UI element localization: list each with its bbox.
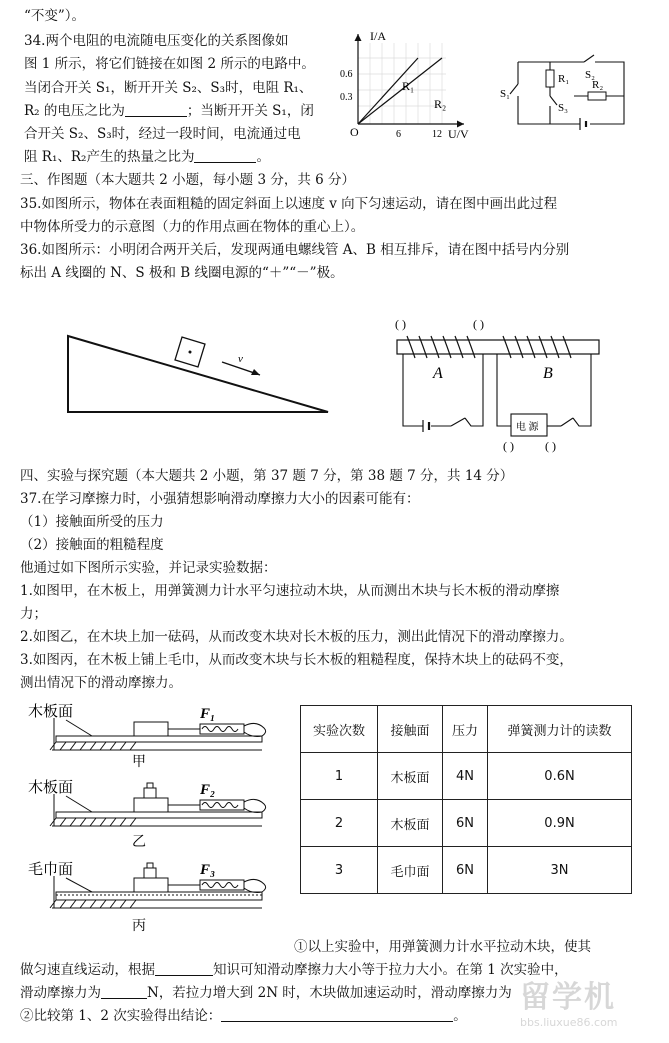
surface-label: 毛巾面 <box>28 862 74 878</box>
table-header-cell: 实验次数 <box>301 706 378 753</box>
text-line <box>24 147 270 167</box>
figure-bing <box>28 861 266 934</box>
table-cell: 6N <box>443 847 488 894</box>
text-line: ①以上实验中，用弹簧测力计水平拉动木块，使其 <box>294 939 591 955</box>
coil-b-label: B <box>543 365 553 382</box>
resistor-r1 <box>546 70 554 87</box>
text-line: 35.如图所示，物体在表面粗糙的固定斜面上以速度 v 向下匀速运动，请在图中画出此过程 <box>20 196 558 212</box>
figure-caption: 丙 <box>132 919 146 934</box>
text-line: 中物体所受力的示意图（力的作用点画在物体的重心上）。 <box>20 219 365 235</box>
force-label: F₃ <box>200 862 216 878</box>
surface-label: 木板面 <box>28 780 74 796</box>
table-row <box>301 800 632 847</box>
text-segment: 阻 R₁、R₂产生的热量之比为 <box>24 149 195 165</box>
spring-scale <box>200 800 244 810</box>
text-segment: 知识可知滑动摩擦力大小等于拉力大小。在第 1 次实验中， <box>213 962 568 978</box>
table-header-cell: 接触面 <box>378 706 443 753</box>
force-label: F₂ <box>200 782 216 798</box>
bracket-blank[interactable]: ( ) <box>545 439 556 453</box>
coil-a-label: A <box>433 365 443 382</box>
s3-label: S₃ <box>558 102 568 114</box>
surface-label: 木板面 <box>28 704 74 720</box>
text-line <box>20 1006 467 1026</box>
bracket-blank[interactable]: ( ) <box>473 317 484 331</box>
answer-blank[interactable] <box>101 984 147 999</box>
switch-a <box>451 418 465 426</box>
text-segment: ；当断开开关 S₁，闭 <box>186 103 314 119</box>
table-cell: 木板面 <box>378 800 443 847</box>
text-line <box>20 960 568 980</box>
r2-label: R₂ <box>434 97 447 111</box>
block <box>134 722 168 736</box>
text-line: 34.两个电阻的电流随电压变化的关系图像如 <box>24 33 289 49</box>
power-label: 电 源 <box>516 422 539 433</box>
text-segment: 。 <box>453 1008 467 1024</box>
switch-b <box>561 418 573 426</box>
text-line: （1）接触面所受的压力 <box>20 514 164 530</box>
resistor-r2 <box>588 92 606 100</box>
x-axis-label: U/V <box>448 127 469 141</box>
text-line: （2）接触面的粗糙程度 <box>20 537 164 553</box>
switch-s3 <box>550 96 557 105</box>
text-line: 36.如图所示：小明闭合两开关后，发现两通电螺线管 A、B 相互排斥，请在图中括号内分别 <box>20 242 570 258</box>
text-line: 37.在学习摩擦力时，小强猜想影响滑动摩擦力大小的因素可能有： <box>20 491 420 507</box>
spring-scale <box>200 880 244 890</box>
text-line <box>20 983 512 1003</box>
text-line: 合开关 S₂、S₃时，经过一段时间，电流通过电 <box>24 126 301 142</box>
text-line: 标出 A 线圈的 N、S 极和 B 线圈电源的“＋”“－”极。 <box>20 265 344 281</box>
table-cell: 4N <box>443 753 488 800</box>
bracket-blank[interactable]: ( ) <box>395 317 406 331</box>
text-line: 图 1 所示，将它们链接在如图 2 所示的电路中。 <box>24 56 315 72</box>
hand <box>244 799 266 812</box>
text-line: 他通过如下图所示实验，并记录实验数据： <box>20 560 277 576</box>
velocity-label: v <box>238 353 243 365</box>
table-header-cell: 压力 <box>443 706 488 753</box>
figure-caption: 甲 <box>132 755 146 770</box>
text-segment: 滑动摩擦力为 <box>20 985 101 1001</box>
block <box>134 878 168 892</box>
table-cell: 0.9N <box>488 800 632 847</box>
table-cell: 3 <box>301 847 378 894</box>
text-segment: 。 <box>256 149 270 165</box>
r1-label: R₁ <box>402 79 415 93</box>
spring-scale <box>200 724 244 734</box>
table-cell: 毛巾面 <box>378 847 443 894</box>
s1-label: S₁ <box>500 88 510 100</box>
text-segment: N，若拉力增大到 2N 时，木块做加速运动时，滑动摩擦力为 <box>147 985 512 1001</box>
text-line: 测出情况下的滑动摩擦力。 <box>20 675 182 691</box>
switch-s1 <box>510 84 518 94</box>
y-axis-label: I/A <box>370 29 386 43</box>
r2-label: R₂ <box>592 79 604 91</box>
table-cell: 2 <box>301 800 378 847</box>
block <box>134 798 168 812</box>
solenoid-diagram <box>385 316 615 454</box>
r1-label: R₁ <box>558 73 570 85</box>
table-cell: 3N <box>488 847 632 894</box>
table-cell: 6N <box>443 800 488 847</box>
hand <box>244 723 266 736</box>
answer-blank[interactable] <box>155 961 213 976</box>
table-cell: 木板面 <box>378 753 443 800</box>
force-label: F₁ <box>200 706 216 722</box>
y-tick-label: 0.6 <box>340 69 353 80</box>
switch-s2 <box>584 55 594 62</box>
figure-jia <box>28 702 266 770</box>
text-segment: R₂ 的电压之比为 <box>24 103 125 119</box>
text-line: 当闭合开关 S₁，断开开关 S₂、S₃时，电阻 R₁、 <box>24 80 313 96</box>
text-line <box>24 101 314 121</box>
circuit-diagram <box>500 50 630 132</box>
text-line: 1.如图甲，在木板上，用弹簧测力计水平匀速拉动木块，从而测出木块与长木板的滑动摩擦 <box>20 583 560 599</box>
table-header-row <box>301 706 632 753</box>
origin-label: O <box>350 125 359 139</box>
text-segment: ②比较第 1、2 次实验得出结论： <box>20 1008 222 1024</box>
text-line: 2.如图乙，在木块上加一砝码，从而改变木块对长木板的压力，测出此情况下的滑动摩擦力。 <box>20 629 573 645</box>
friction-experiment-figures <box>22 700 272 938</box>
s2-label: S₂ <box>585 69 595 81</box>
experiment-table <box>300 705 632 894</box>
table-cell: 1 <box>301 753 378 800</box>
text-line: 力； <box>20 606 47 622</box>
text-segment: 做匀速直线运动，根据 <box>20 962 155 978</box>
figure-yi <box>28 778 266 850</box>
bracket-blank[interactable]: ( ) <box>503 439 514 453</box>
x-tick-label: 12 <box>432 129 442 140</box>
answer-blank[interactable] <box>125 102 187 117</box>
weight <box>144 788 156 798</box>
table-cell: 0.6N <box>488 753 632 800</box>
text-line: 3.如图丙，在木板上铺上毛巾，从而改变木块与长木板的粗糙程度，保持木块上的砝码不变， <box>20 652 573 668</box>
watermark-title: 留学机 <box>520 980 616 1015</box>
y-tick-label: 0.3 <box>340 92 353 103</box>
answer-blank[interactable] <box>221 1007 453 1022</box>
weight <box>144 868 156 878</box>
text-line: “不变”）。 <box>24 8 86 24</box>
incline-diagram <box>62 330 334 420</box>
figure-caption: 乙 <box>132 835 146 850</box>
table-row <box>301 753 632 800</box>
table-header-cell: 弹簧测力计的读数 <box>488 706 632 753</box>
answer-blank[interactable] <box>194 148 256 163</box>
hand <box>244 879 266 892</box>
watermark-url: bbs.liuxue86.com <box>520 1016 618 1029</box>
section-heading: 四、实验与探究题（本大题共 2 小题，第 37 题 7 分，第 38 题 7 分，共 14 分） <box>20 468 514 484</box>
section-heading: 三、作图题（本大题共 2 小题，每小题 3 分，共 6 分） <box>20 172 356 188</box>
r2-line <box>358 58 442 124</box>
x-tick-label: 6 <box>396 129 401 140</box>
iu-graph <box>336 28 476 146</box>
table-row <box>301 847 632 894</box>
